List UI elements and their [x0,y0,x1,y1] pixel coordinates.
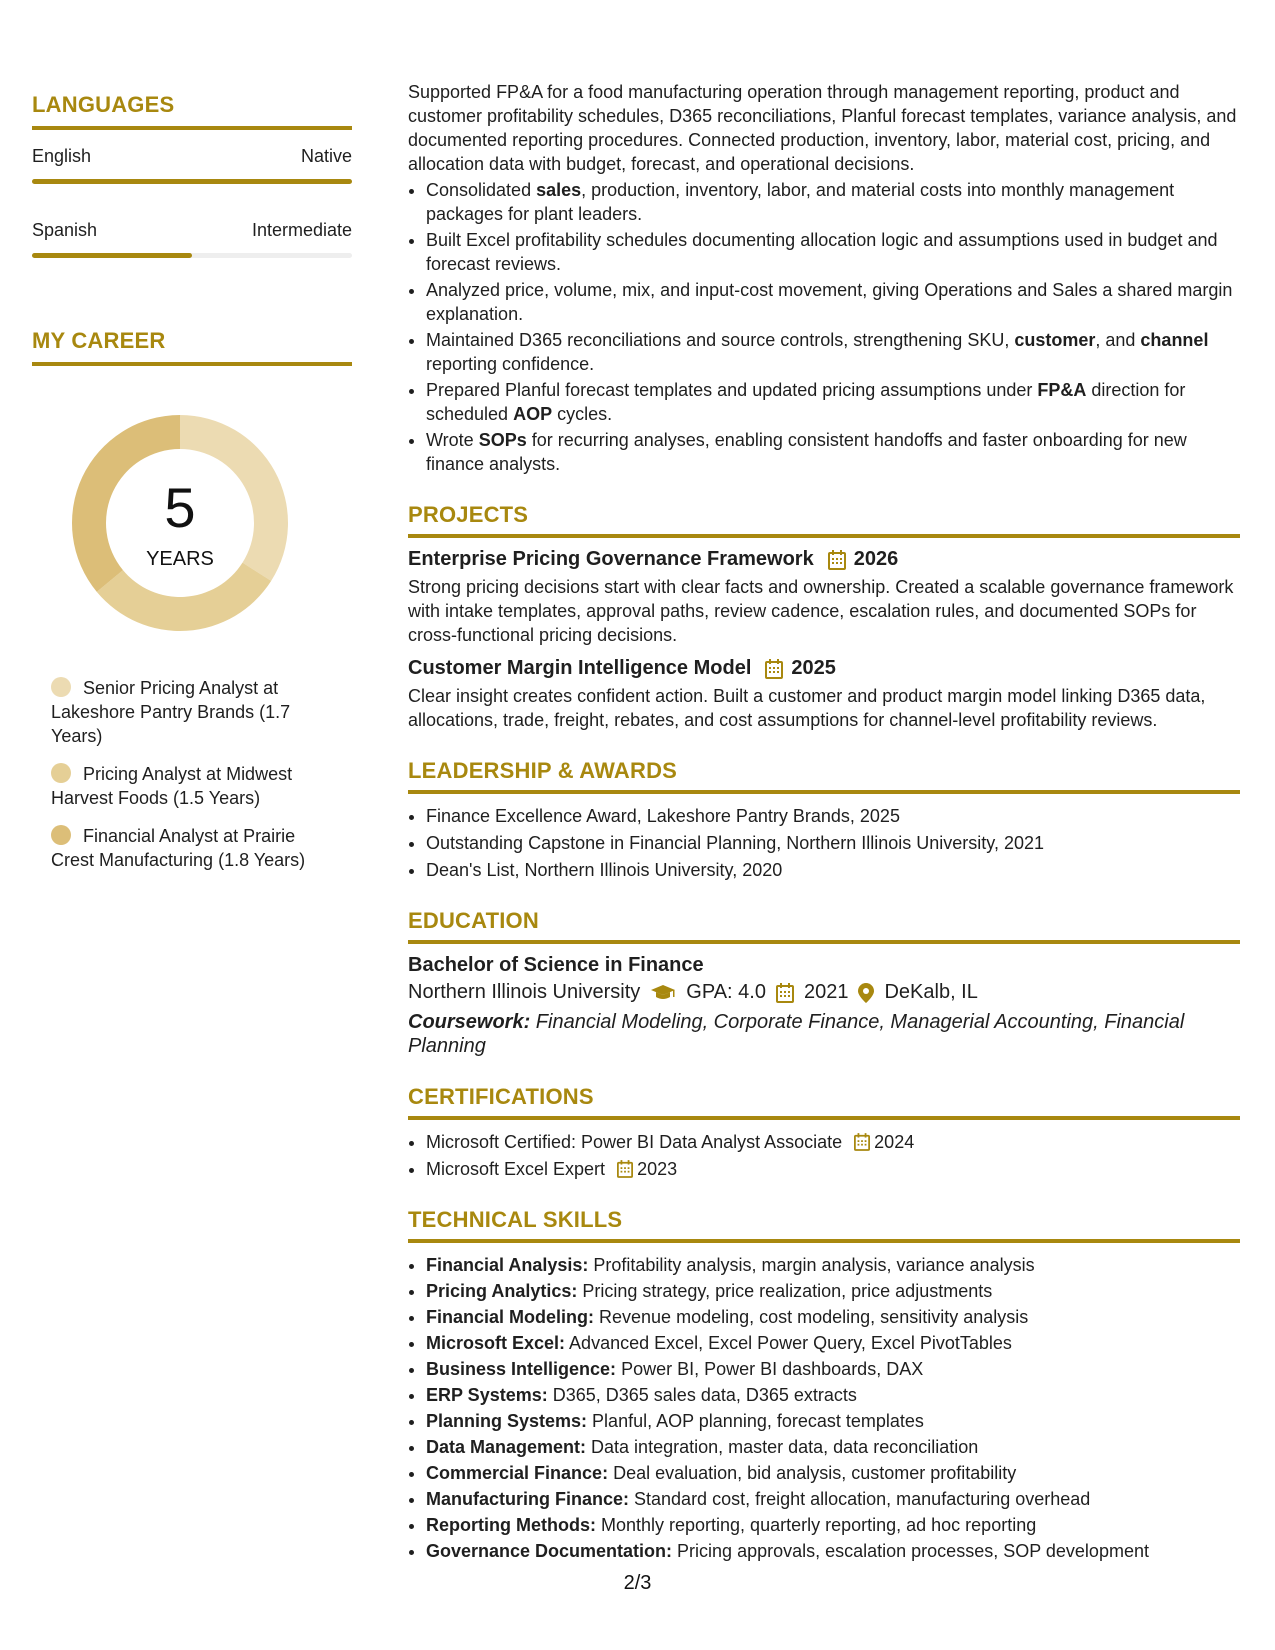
language-name: English [32,146,92,166]
award-item: • Finance Excellence Award, Lakeshore Pantry Brands, 2025 [426,804,1240,828]
awards-heading: LEADERSHIP & AWARDS [408,758,678,783]
project-title: Enterprise Pricing Governance Framework [408,548,814,570]
calendar-icon [828,550,846,570]
calendar-icon [617,1160,633,1178]
language-level-bar [32,179,352,184]
projects-rule [408,534,1240,538]
skill-item: • Data Management: Data integration, master data, data reconciliation [426,1435,1240,1459]
project-description: Clear insight creates confident action. Built a customer and product margin model linking D365 data, allocations, trade, freight, rebates, and cost assumptions for channel-level profitability reviews. [408,686,1206,730]
career-rule [32,362,352,366]
skill-item: • Commercial Finance: Deal evaluation, bid analysis, customer profitability [426,1461,1240,1485]
career-item [51,824,321,872]
certifications-list [408,1130,1240,1181]
certification-item: • Microsoft Excel Expert 2023 [426,1157,1240,1181]
career-dot [51,677,71,697]
career-item-text: Senior Pricing Analyst at Lakeshore Pantry Brands (1.7 Years) [51,678,291,746]
project-title: Customer Margin Intelligence Model [408,657,752,679]
skill-item: • Financial Modeling: Revenue modeling, cost modeling, sensitivity analysis [426,1305,1240,1329]
certification-item: • Microsoft Certified: Power BI Data Analyst Associate 2024 [426,1130,1240,1154]
project-year: 2026 [853,548,899,570]
career-list [51,676,352,872]
skill-item: • Business Intelligence: Power BI, Power BI dashboards, DAX [426,1357,1240,1381]
right-column [408,80,1240,1565]
career-dot [51,763,71,783]
school-location: DeKalb, IL [884,981,978,1003]
career-dot [51,825,71,845]
career-donut [65,408,295,638]
language-item [32,220,352,258]
awards-rule [408,790,1240,794]
experience-bullets [408,178,1240,476]
languages-heading: LANGUAGES [32,92,175,117]
skill-item: • Planning Systems: Planful, AOP planning, forecast templates [426,1409,1240,1433]
career-heading: MY CAREER [32,328,166,353]
skill-item: • Governance Documentation: Pricing approvals, escalation processes, SOP development [426,1539,1240,1563]
skill-item: • Financial Analysis: Profitability analysis, margin analysis, variance analysis [426,1253,1240,1277]
career-total-years: 5 [164,476,196,539]
coursework: Coursework: Financial Modeling, Corporate Finance, Managerial Accounting, Financial Planning [408,1011,1185,1057]
school-name: Northern Illinois University [408,981,641,1003]
left-column [32,92,352,886]
project-description: Strong pricing decisions start with clear facts and ownership. Created a scalable governance framework with intake templates, approval paths, review cadence, escalation rules, and documented SOPs for cross-functional pricing decisions. [408,577,1234,645]
language-level: Native [300,146,352,166]
education-details [408,981,1240,1004]
award-item: • Dean's List, Northern Illinois University, 2020 [426,858,1240,882]
experience-bullet: • Built Excel profitability schedules documenting allocation logic and assumptions used in budget and forecast reviews. [426,228,1240,276]
skills-list [408,1253,1240,1563]
career-item [51,676,321,748]
experience-bullet: • Maintained D365 reconciliations and source controls, strengthening SKU, customer, and channel reporting confidence. [426,328,1240,376]
language-name: Spanish [32,220,98,240]
donut-segment [97,563,271,631]
skill-item: • Manufacturing Finance: Standard cost, freight allocation, manufacturing overhead [426,1487,1240,1511]
language-level: Intermediate [251,220,352,240]
career-item [51,762,321,810]
graduation-year: 2021 [803,981,849,1003]
graduation-cap-icon [650,984,676,1002]
page-number: 2/3 [623,1572,652,1594]
language-level-fill [32,179,352,184]
education-rule [408,940,1240,944]
skill-item: • ERP Systems: D365, D365 sales data, D365 extracts [426,1383,1240,1407]
experience-bullet: • Consolidated sales, production, inventory, labor, and material costs into monthly management packages for plant leaders. [426,178,1240,226]
projects-heading: PROJECTS [408,502,529,527]
gpa: GPA: 4.0 [686,981,766,1003]
certifications-heading: CERTIFICATIONS [408,1084,594,1109]
career-years-label: YEARS [146,548,214,570]
calendar-icon [765,659,783,679]
location-pin-icon [858,983,874,1003]
calendar-icon [776,983,794,1003]
skill-item: • Microsoft Excel: Advanced Excel, Excel Power Query, Excel PivotTables [426,1331,1240,1355]
experience-bullet: • Analyzed price, volume, mix, and input-cost movement, giving Operations and Sales a shared margin explanation. [426,278,1240,326]
degree-title: Bachelor of Science in Finance [408,954,704,976]
education-heading: EDUCATION [408,908,539,933]
language-level-fill [32,253,192,258]
calendar-icon [854,1133,870,1151]
languages-rule [32,126,352,130]
award-item: • Outstanding Capstone in Financial Planning, Northern Illinois University, 2021 [426,831,1240,855]
experience-summary: Supported FP&A for a food manufacturing operation through management reporting, product and customer profitability schedules, D365 reconciliations, Planful forecast templates, variance analysis, and documented reporting procedures. Connected production, inventory, labor, material cost, pricing, and allocation data with budget, forecast, and operational decisions. [408,82,1237,174]
certifications-rule [408,1116,1240,1120]
experience-bullet: • Prepared Planful forecast templates and updated pricing assumptions under FP&A direction for scheduled AOP cycles. [426,378,1240,426]
experience-bullet: • Wrote SOPs for recurring analyses, enabling consistent handoffs and faster onboarding for new finance analysts. [426,428,1240,476]
project-item [408,548,1240,647]
career-item-text: Pricing Analyst at Midwest Harvest Foods (1.5 Years) [51,764,293,808]
language-level-bar [32,253,352,258]
skill-item: • Reporting Methods: Monthly reporting, quarterly reporting, ad hoc reporting [426,1513,1240,1537]
project-year: 2025 [791,657,836,679]
skill-item: • Pricing Analytics: Pricing strategy, price realization, price adjustments [426,1279,1240,1303]
career-item-text: Financial Analyst at Prairie Crest Manufacturing (1.8 Years) [51,826,306,870]
skills-heading: TECHNICAL SKILLS [408,1207,623,1232]
project-item [408,657,1240,732]
awards-list [408,804,1240,882]
skills-rule [408,1239,1240,1243]
language-item [32,146,352,184]
